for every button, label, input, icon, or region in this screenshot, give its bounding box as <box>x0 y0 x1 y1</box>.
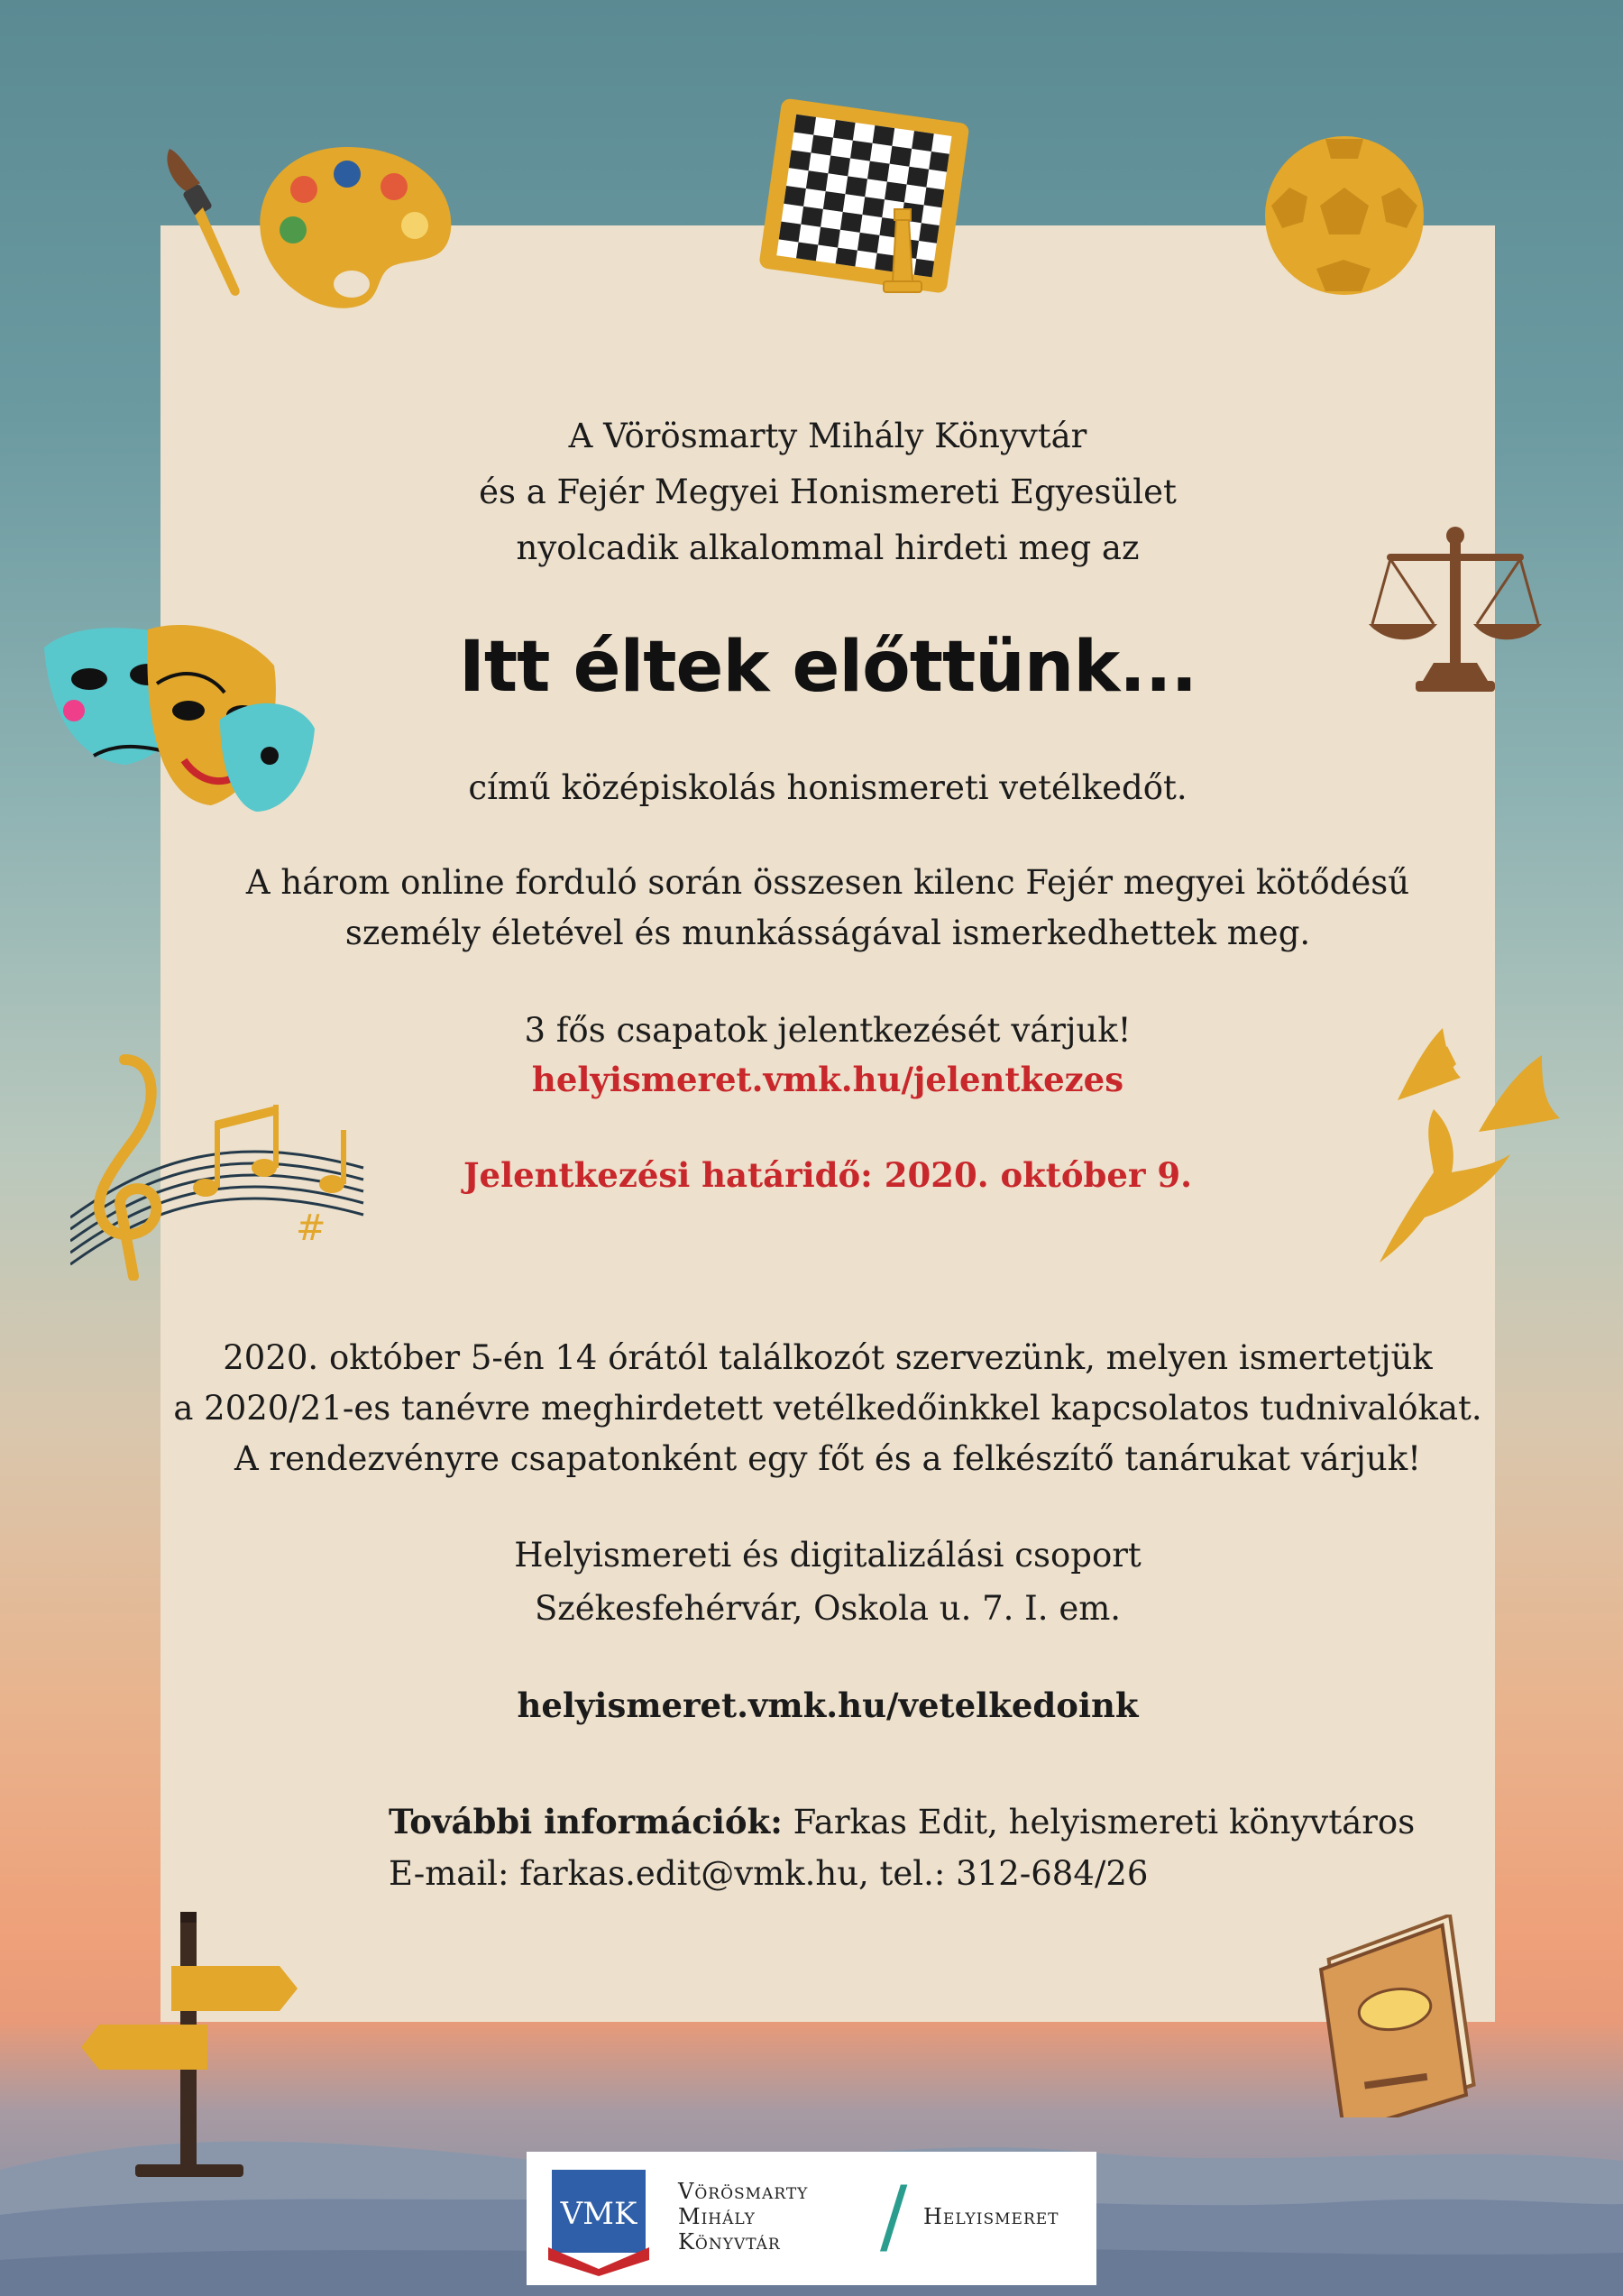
library-name-line-3: Könyvtár <box>678 2229 781 2255</box>
chessboard-icon <box>750 92 976 317</box>
website-link[interactable]: helyismeret.vmk.hu/vetelkedoink <box>517 1685 1139 1725</box>
registration-deadline: Jelentkezési határidő: 2020. október 9. <box>463 1155 1192 1195</box>
contact-info-value: Farkas Edit, helyismereti könyvtáros <box>782 1803 1416 1841</box>
library-name-line-1: Vörösmarty <box>678 2179 809 2204</box>
music-notes-icon <box>70 1051 368 1281</box>
library-name <box>678 2179 808 2255</box>
organizer-address: Székesfehérvár, Oskola u. 7. I. em. <box>534 1589 1122 1628</box>
signpost-icon <box>81 1912 298 2178</box>
soccer-ball-icon <box>1262 133 1426 298</box>
organizer-group: Helyismereti és digitalizálási csoport <box>514 1536 1142 1575</box>
registration-link[interactable]: helyismeret.vmk.hu/jelentkezes <box>531 1060 1124 1099</box>
description-line-2: személy életével és munkásságával ismerkedhettek meg. <box>344 914 1311 952</box>
svg-text:#: # <box>296 1208 326 1249</box>
meeting-line-1: 2020. október 5-én 14 órától találkozót szervezünk, melyen ismertetjük <box>223 1338 1433 1377</box>
vmk-logo-icon <box>545 2161 653 2278</box>
description-line-1: A három online forduló során összesen kilenc Fejér megyei kötődésű <box>245 863 1410 902</box>
palette-icon <box>248 140 455 320</box>
vmk-mark: VMK <box>560 2196 637 2232</box>
contact-info <box>389 1795 1415 1849</box>
registration-call: 3 fős csapatok jelentkezését várjuk! <box>524 1011 1132 1050</box>
book-icon <box>1310 1915 1481 2117</box>
poster-title: Itt éltek előttünk... <box>458 627 1197 708</box>
logo-box <box>527 2152 1096 2285</box>
intro-line-2: és a Fejér Megyei Honismereti Egyesület <box>479 473 1177 511</box>
intro-line-3: nyolcadik alkalommal hirdeti meg az <box>516 528 1140 567</box>
helyismeret-label: Helyismeret <box>923 2204 1059 2229</box>
paintbrush-icon <box>153 140 252 302</box>
contact-email[interactable]: E-mail: farkas.edit@vmk.hu, tel.: 312-684/26 <box>389 1854 1149 1893</box>
theater-masks-icon <box>40 611 319 812</box>
scales-icon <box>1369 523 1542 703</box>
intro-line-1: A Vörösmarty Mihály Könyvtár <box>568 417 1087 455</box>
meeting-line-2: a 2020/21-es tanévre meghirdetett vetélkedőinkkel kapcsolatos tudnivalókat. <box>173 1389 1482 1428</box>
meeting-line-3: A rendezvényre csapatonként egy főt és a felkészítő tanárukat várjuk! <box>234 1439 1422 1478</box>
birds-icon <box>1362 992 1569 1272</box>
contact-info-label: További információk: <box>389 1802 783 1841</box>
library-name-line-2: Mihály <box>678 2204 756 2229</box>
logo-divider: / <box>880 2169 908 2264</box>
subtitle: című középiskolás honismereti vetélkedőt. <box>468 768 1187 807</box>
